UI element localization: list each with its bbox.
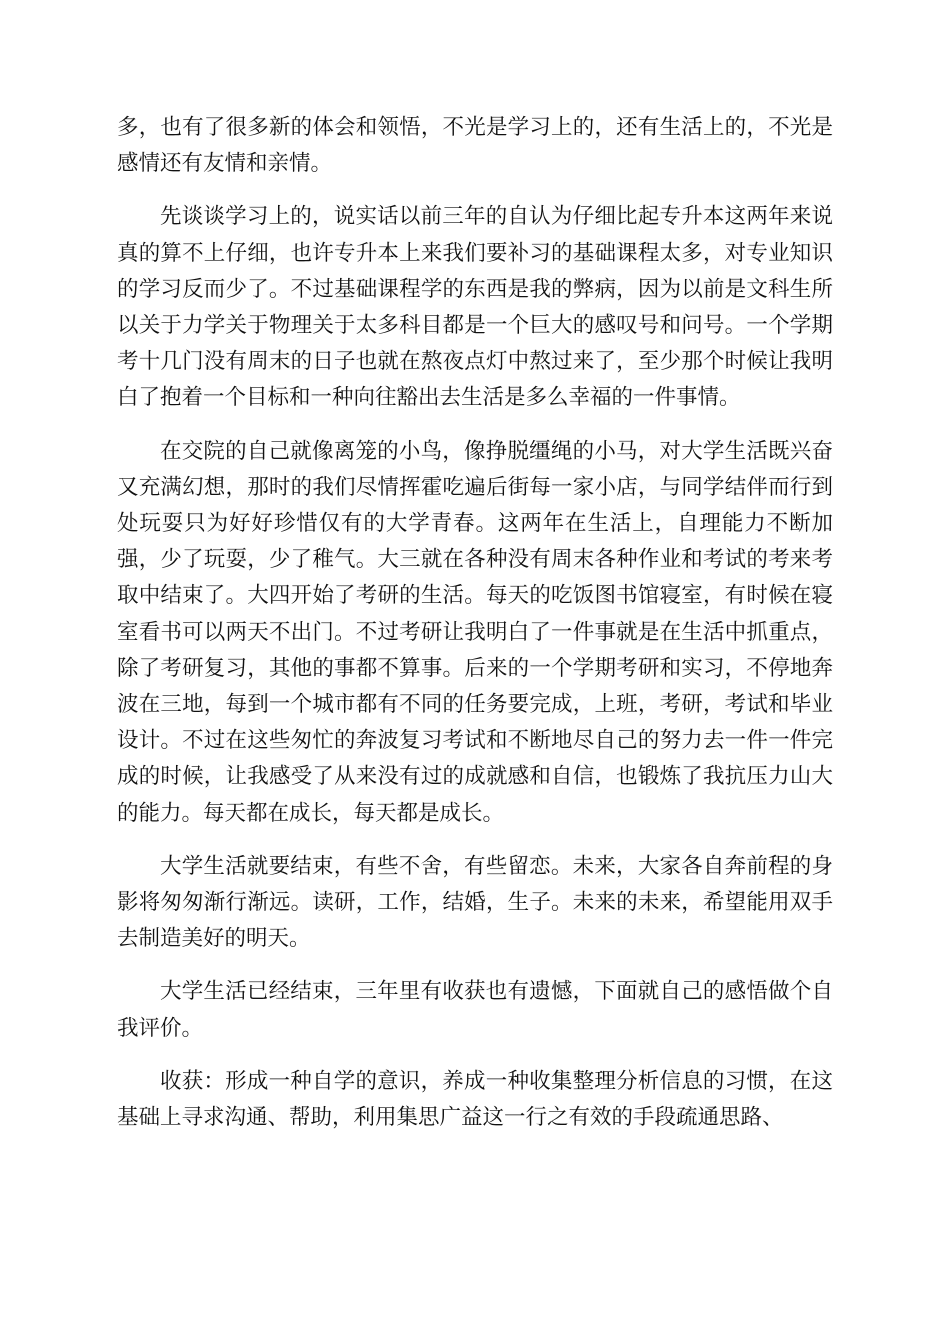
paragraph-3: 在交院的自己就像离笼的小鸟，像挣脱缰绳的小马，对大学生活既兴奋又充满幻想，那时的我们尽情挥霍吃遍后街每一家小店，与同学结伴而行到处玩耍只为好好珍惜仅有的大学青春。这两年在生活上，自理能力不断加强，少了玩耍，少了稚气。大三就在各种没有周末各种作业和考试的考来考取中结束了。大四开始了考研的生活。每天的吃饭图书馆寝室，有时候在寝室看书可以两天不出门。不过考研让我明白了一件事就是在生活中抓重点，除了考研复习，其他的事都不算事。后来的一个学期考研和实习，不停地奔波在三地，每到一个城市都有不同的任务要完成，上班，考研，考试和毕业设计。不过在这些匆忙的奔波复习考试和不断地尽自己的努力去一件一件完成的时候，让我感受了从来没有过的成就感和自信，也锻炼了我抗压力山大的能力。每天都在成长，每天都是成长。 (117, 438, 833, 826)
paragraph-6: 收获：形成一种自学的意识，养成一种收集整理分析信息的习惯，在这基础上寻求沟通、帮助，利用集思广益这一行之有效的手段疏通思路、 (117, 1068, 833, 1131)
paragraph-spacer (117, 1047, 833, 1064)
paragraph-4: 大学生活就要结束，有些不舍，有些留恋。未来，大家各自奔前程的身影将匆匆渐行渐远。读研，工作，结婚，生子。未来的未来，希望能用双手去制造美好的明天。 (117, 853, 833, 952)
paragraph-spacer (117, 957, 833, 974)
paragraph-spacer (117, 832, 833, 849)
paragraph-spacer (117, 182, 833, 199)
document-body (117, 110, 833, 1136)
paragraph-spacer (117, 417, 833, 434)
paragraph-1: 多，也有了很多新的体会和领悟，不光是学习上的，还有生活上的，不光是感情还有友情和亲情。 (117, 115, 833, 177)
paragraph-5: 大学生活已经结束，三年里有收获也有遗憾，下面就自己的感悟做个自我评价。 (117, 979, 833, 1041)
paragraph-2: 先谈谈学习上的，说实话以前三年的自认为仔细比起专升本这两年来说真的算不上仔细，也许专升本上来我们要补习的基础课程太多，对专业知识的学习反而少了。不过基础课程学的东西是我的弊病，因为以前是文科生所以关于力学关于物理关于太多科目都是一个巨大的感叹号和问号。一个学期考十几门没有周末的日子也就在熬夜点灯中熬过来了，至少那个时候让我明白了抱着一个目标和一种向往豁出去生活是多么幸福的一件事情。 (117, 204, 833, 411)
